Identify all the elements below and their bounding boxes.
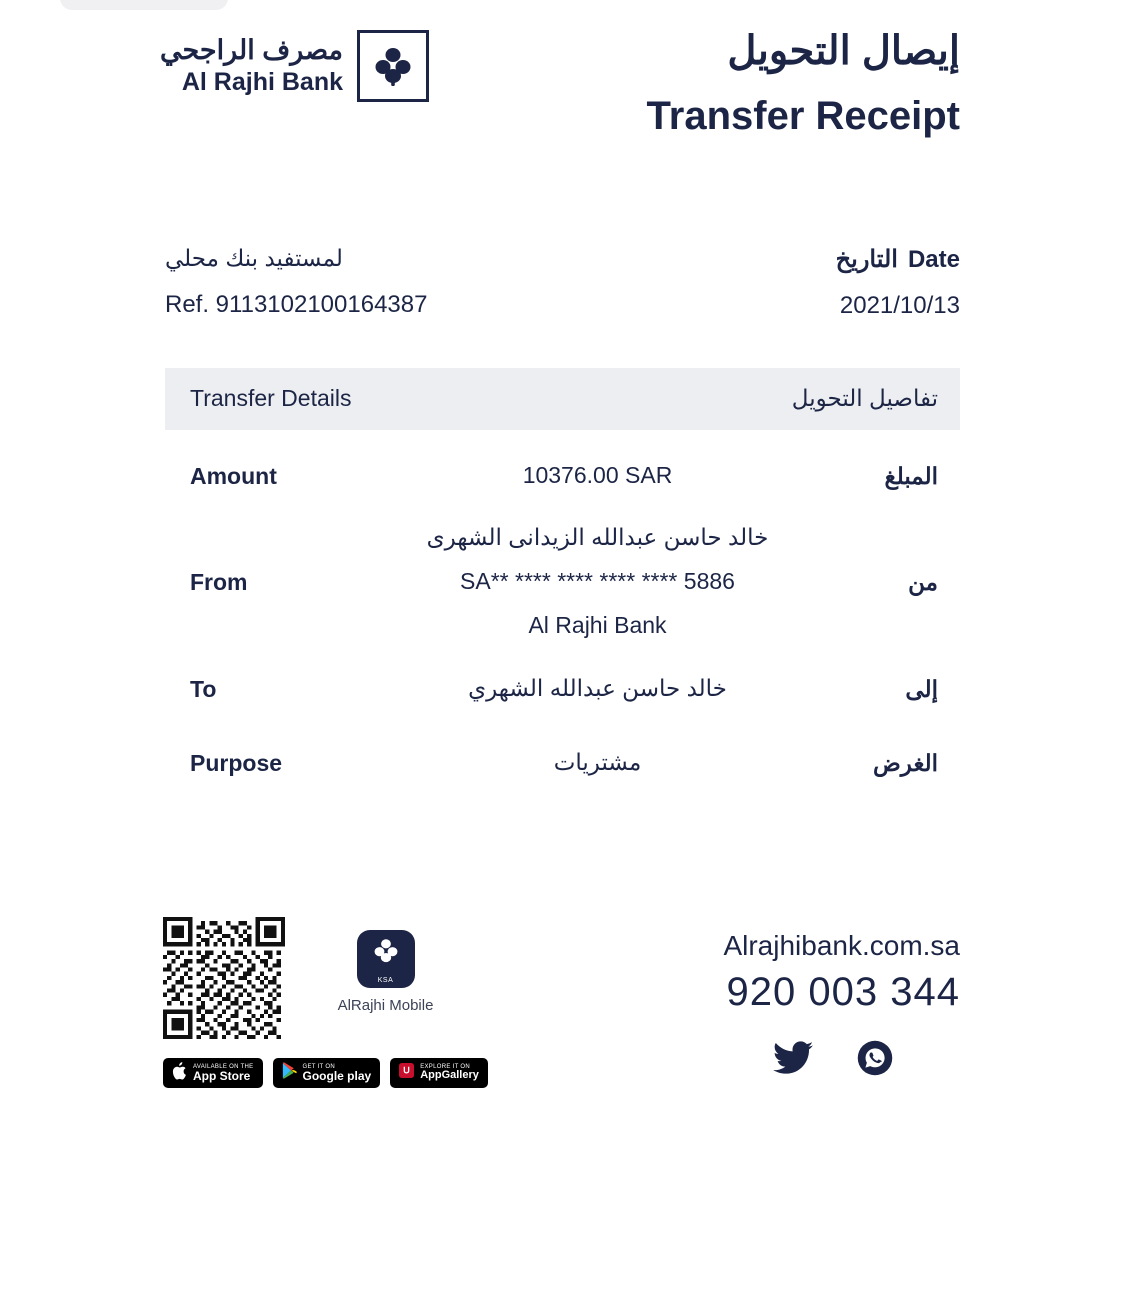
beneficiary-note: لمستفيد بنك محلي <box>165 245 343 271</box>
detail-row-from <box>165 512 960 652</box>
website-url[interactable]: Alrajhibank.com.sa <box>723 930 960 961</box>
date-value: 2021/10/13 <box>839 292 960 319</box>
app-store-badges <box>163 1058 488 1088</box>
app-store-badge-text <box>193 1064 254 1083</box>
transfer-details-rows <box>165 440 960 800</box>
purpose-label-arabic: الغرض <box>873 749 938 776</box>
from-label-arabic: من <box>908 568 938 595</box>
date-label-arabic: التاريخ <box>835 246 898 273</box>
detail-row-purpose <box>165 726 960 800</box>
appgallery-icon <box>399 1063 414 1083</box>
from-account-holder: خالد حاسن عبدالله الزيدانى الشهرى <box>426 524 769 551</box>
apple-icon <box>172 1062 187 1085</box>
appgallery-badge-text <box>420 1064 479 1082</box>
meta-right <box>836 245 960 320</box>
phone-number[interactable]: 920 003 344 <box>726 970 960 1014</box>
receipt-meta <box>165 245 960 335</box>
amount-value-line: 10376.00 SAR <box>522 462 673 489</box>
google-play-badge-bottom: Google play <box>302 1068 372 1083</box>
appgallery-badge-top: EXPLORE IT ON <box>420 1064 470 1071</box>
from-bank-name: Al Rajhi Bank <box>528 611 667 638</box>
purpose-value-line: مشتريات <box>553 749 642 776</box>
meta-left <box>165 245 427 319</box>
to-value <box>355 667 840 711</box>
app-store-badge-bottom: App Store <box>193 1068 251 1083</box>
page-title-arabic: إيصال التحويل <box>727 29 960 73</box>
bank-brand <box>160 30 429 102</box>
page-title <box>647 26 960 138</box>
receipt-header <box>0 18 1125 198</box>
amount-label-english: Amount <box>190 462 277 489</box>
appgallery-badge[interactable] <box>390 1058 488 1088</box>
google-play-badge-top: GET IT ON <box>302 1063 335 1070</box>
status-bar-notch <box>60 0 228 10</box>
app-icon-ksa-label: KSA <box>377 977 394 984</box>
whatsapp-icon[interactable] <box>857 1040 893 1081</box>
alrajhi-mobile-label: AlRajhi Mobile <box>337 997 434 1014</box>
from-value <box>355 516 840 647</box>
from-iban-masked: SA** **** **** **** **** 5886 <box>460 568 735 595</box>
from-label-english: From <box>190 568 248 595</box>
app-store-badge[interactable] <box>163 1058 263 1088</box>
date-label <box>836 245 960 274</box>
alrajhi-mobile-app-icon <box>357 930 415 988</box>
google-play-badge-text <box>303 1064 372 1083</box>
alrajhi-mobile-badge[interactable] <box>333 930 438 1014</box>
amount-label-arabic: المبلغ <box>884 462 938 489</box>
google-play-badge[interactable] <box>273 1058 381 1088</box>
detail-row-amount <box>165 440 960 512</box>
bank-name-english: Al Rajhi Bank <box>181 68 344 97</box>
bank-brand-text <box>160 35 343 97</box>
to-beneficiary-name: خالد حاسن عبدالله الشهري <box>468 675 727 702</box>
to-label-arabic: إلى <box>905 675 938 702</box>
to-label-english: To <box>190 675 217 702</box>
al-rajhi-logo-icon <box>357 30 429 102</box>
reference-number: Ref. 9113102100164387 <box>165 290 428 318</box>
page-title-english: Transfer Receipt <box>646 94 960 138</box>
date-label-english: Date <box>907 246 960 273</box>
google-play-icon <box>282 1062 297 1084</box>
social-links <box>773 1040 893 1081</box>
transfer-details-label-arabic: تفاصيل التحويل <box>791 385 938 411</box>
bank-name-arabic: مصرف الراجحي <box>160 35 344 66</box>
transfer-details-label-english: Transfer Details <box>190 385 352 411</box>
contact-info <box>723 930 960 1015</box>
twitter-icon[interactable] <box>773 1041 813 1080</box>
amount-value <box>355 454 840 498</box>
detail-row-to <box>165 652 960 726</box>
receipt-footer <box>0 900 1125 1140</box>
transfer-details-band <box>165 368 960 430</box>
app-store-badge-top: AVAILABLE ON THE <box>193 1063 254 1070</box>
appgallery-badge-bottom: AppGallery <box>420 1069 479 1082</box>
purpose-value <box>355 741 840 785</box>
qr-code <box>163 917 285 1039</box>
purpose-label-english: Purpose <box>190 749 283 776</box>
